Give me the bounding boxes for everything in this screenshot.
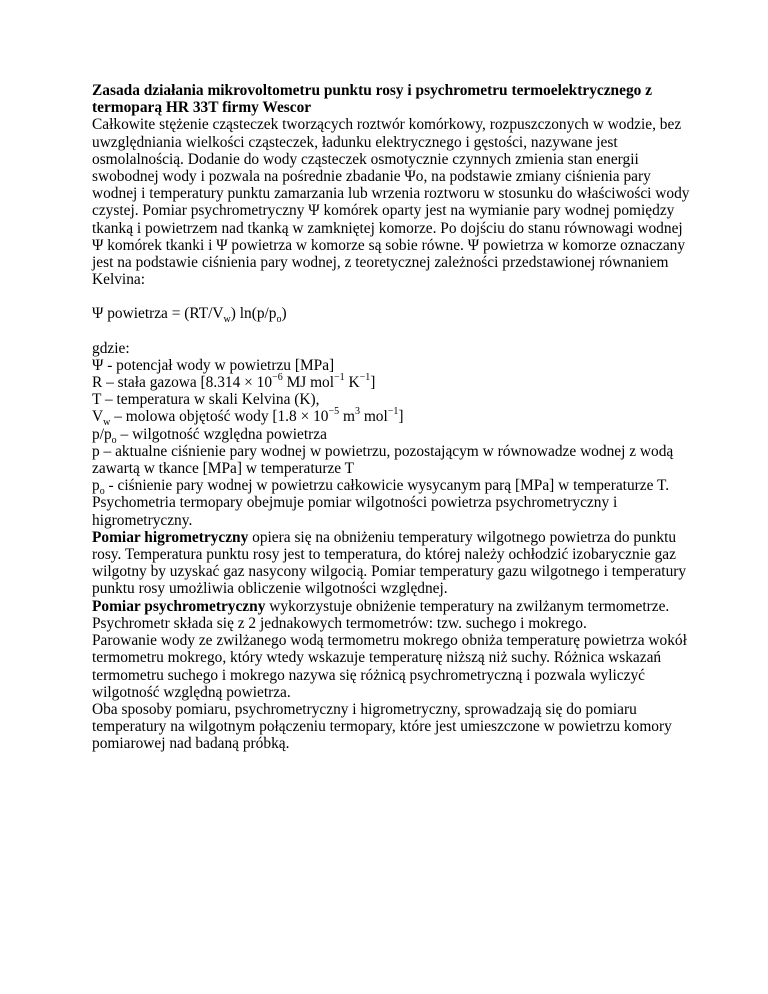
def-ppo-text: p/p bbox=[92, 425, 112, 443]
def-vw-exp: 3 bbox=[354, 406, 360, 418]
evaporation-paragraph: Parowanie wody ze zwilżanego wodą termometru mokrego obniża temperaturę powietrza wokół termometru mokrego, który wtedy wskazuje temperaturę niższą niż suchy. Różnica wskazań termometru suchego i mokrego nazywa się różnicą psychrometryczną i pozwala wyliczyć wilgotność względną powietrza. bbox=[92, 632, 687, 701]
def-po-sub: o bbox=[99, 486, 105, 498]
def-vw bbox=[92, 406, 692, 429]
def-vw-sub: w bbox=[103, 417, 111, 429]
hygrometric-text: opiera się na obniżeniu temperatury wilgotnego powietrza do punktu rosy. Temperatura punktu rosy jest to temperatura, do której należy ochłodzić izobarycznie gaz wilgotny by uzyskać gaz nasycony wilgocią. Pomiar temperatury gazu wilgotnego i temperatury punktu rosy umożliwia obliczenie wilgotności względnej. bbox=[92, 528, 687, 598]
spacer bbox=[92, 288, 692, 305]
def-r-text: ] bbox=[370, 374, 376, 392]
def-vw-text: V bbox=[92, 408, 104, 426]
def-vw-text: – molowa objętość wody [1.8 × 10 bbox=[110, 408, 329, 426]
def-ppo-sub: o bbox=[111, 434, 117, 446]
def-po-text: - ciśnienie pary wodnej w powietrzu całkowicie wysycanym parą [MPa] w temperaturze T. bbox=[104, 477, 670, 495]
def-po bbox=[92, 477, 692, 498]
hygrometric-paragraph bbox=[92, 529, 692, 598]
equation-end: ) bbox=[281, 305, 287, 323]
def-r-exp: −1 bbox=[359, 371, 371, 383]
def-t: T – temperatura w skali Kelvina (K), bbox=[92, 391, 320, 409]
def-vw-exp: −1 bbox=[387, 406, 399, 418]
def-r-text: MJ mol bbox=[282, 374, 335, 392]
def-vw-exp: −5 bbox=[328, 406, 340, 418]
equation-sub-w: w bbox=[223, 314, 231, 326]
def-vw-text: m bbox=[339, 408, 355, 426]
def-vw-text: ] bbox=[398, 408, 404, 426]
document-page bbox=[92, 82, 692, 753]
hygrometric-heading: Pomiar higrometryczny bbox=[92, 528, 249, 546]
intro-paragraph: Całkowite stężenie cząsteczek tworzących roztwór komórkowy, rozpuszczonych w wodzie, bez uwzględniania wielkości cząsteczek, ładunku elektrycznego i gęstości, nazywane jest osmolalnością. Dodanie do wody cząsteczek osmotycznie czynnych zmienia stan energii swobodnej wody i pozwala na pośrednie zbadanie Ψo, na podstawie zmiany ciśnienia pary wodnej i temperatury punktu zamarzania lub wrzenia roztworu w stosunku do właściwości wody czystej. Pomiar psychrometryczny Ψ komórek oparty jest na wymianie pary wodnej pomiędzy tkanką i powietrzem nad tkanką w zamkniętej komorze. Po dojściu do stanu równowagi wodnej Ψ komórek tkanki i Ψ powietrza w komorze są sobie równe. Ψ powietrza w komorze oznaczany jest na podstawie ciśnienia pary wodnej, z teoretycznej zależności przedstawionej równaniem Kelvina: bbox=[92, 116, 690, 289]
def-po-text: p bbox=[92, 477, 100, 495]
def-r-exp: −1 bbox=[334, 371, 345, 383]
psychrometric-heading: Pomiar psychrometryczny bbox=[92, 597, 266, 615]
def-vw-text: mol bbox=[359, 408, 388, 426]
def-r-text: R – stała gazowa [8.314 × 10 bbox=[92, 374, 273, 392]
def-r-exp: −6 bbox=[272, 371, 283, 383]
def-r-text: K bbox=[344, 374, 360, 392]
def-r bbox=[92, 371, 692, 392]
spacer bbox=[92, 323, 692, 340]
both-methods-paragraph: Oba sposoby pomiaru, psychrometryczny i higrometryczny, sprowadzają się do pomiaru temperatury na wilgotnym połączeniu termopary, które jest umieszczone w powietrzu komory pomiarowej nad badaną próbką. bbox=[92, 700, 672, 753]
def-ppo bbox=[92, 425, 692, 446]
psychrometric-text: wykorzystuje obniżenie temperatury na zwilżanym termometrze. Psychrometr składa się z 2 jednakowych termometrów: tzw. suchego i mokrego. bbox=[92, 597, 670, 632]
psychometria-paragraph: Psychometria termopary obejmuje pomiar wilgotności powietrza psychrometryczny i higrometryczny. bbox=[92, 494, 618, 529]
def-psi: Ψ - potencjał wody w powietrzu [MPa] bbox=[92, 356, 335, 374]
equation-sub-o: o bbox=[276, 314, 282, 326]
equation-mid: ) ln(p/p bbox=[230, 305, 277, 323]
equation-lhs: Ψ powietrza = (RT/V bbox=[92, 305, 224, 323]
def-p: p – aktualne ciśnienie pary wodnej w powietrzu, pozostającym w równowadze wodnej z wodą zawartą w tkance [MPa] w temperaturze T bbox=[92, 442, 674, 478]
kelvin-equation bbox=[92, 305, 692, 326]
psychrometric-paragraph bbox=[92, 598, 692, 632]
where-label: gdzie: bbox=[92, 339, 130, 357]
def-ppo-text: – wilgotność względna powietrza bbox=[116, 425, 327, 443]
document-title: Zasada działania mikrovoltometru punktu rosy i psychrometru termoelektrycznego z termoparą HR 33T firmy Wescor bbox=[92, 82, 653, 117]
